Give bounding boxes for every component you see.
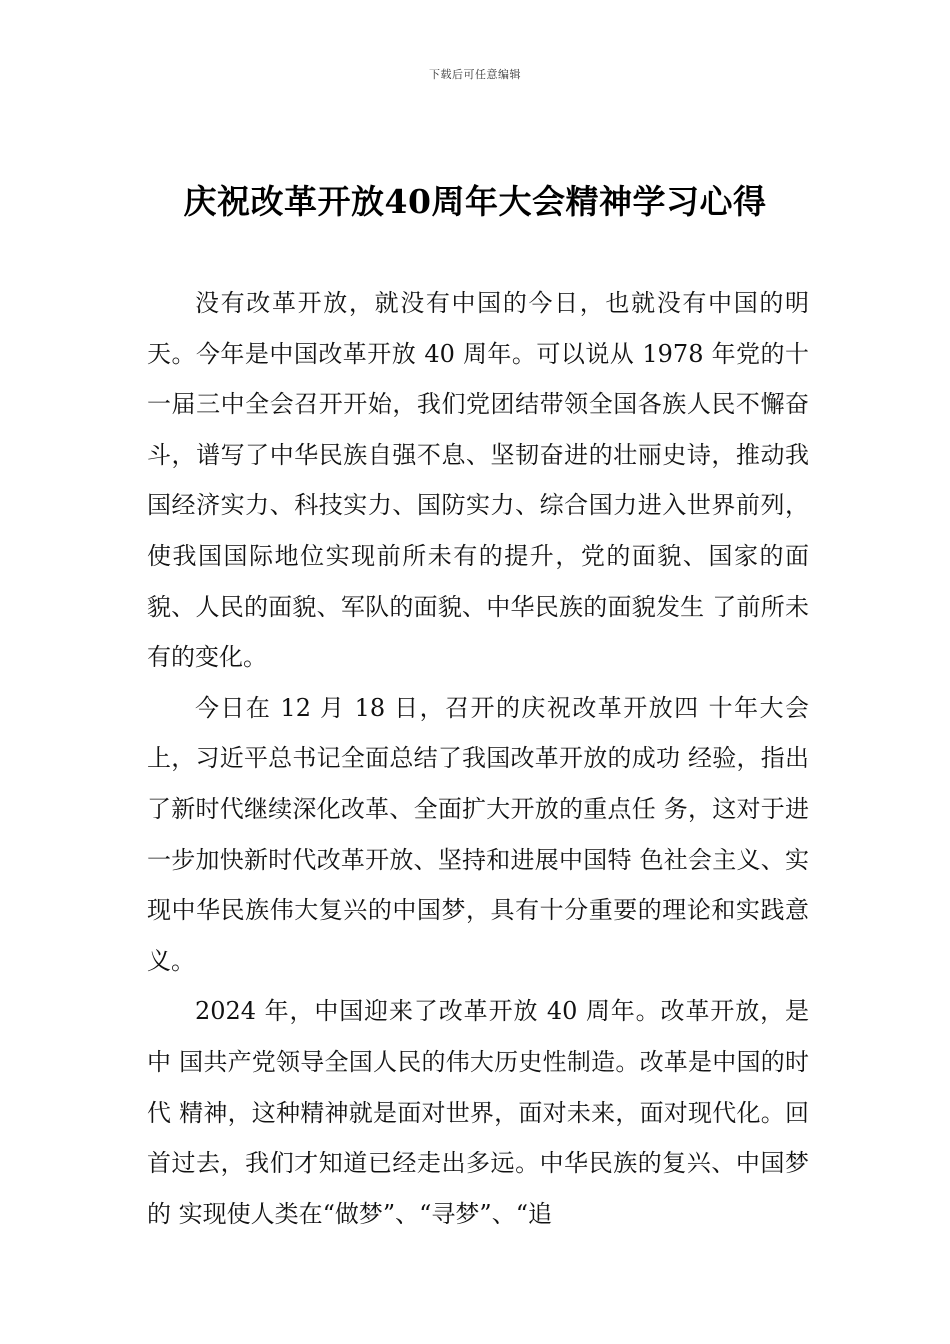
- document-body: [147, 278, 809, 1239]
- paragraph-3: 2024 年，中国迎来了改革开放 40 周年。改革开放，是中 国共产党领导全国人民的伟大历史性制造。改革是中国的时代 精神，这种精神就是面对世界，面对未来，面对现代化。回首过去，我们才知道已经走出多远。中华民族的复兴、中国梦的 实现使人类在“做梦”、“寻梦”、“追: [147, 997, 809, 1228]
- header-note: 下载后可任意编辑: [429, 68, 521, 81]
- document-title: 庆祝改革开放40周年大会精神学习心得: [183, 182, 767, 221]
- paragraph-2: 今日在 12 月 18 日，召开的庆祝改革开放四 十年大会上，习近平总书记全面总结了我国改革开放的成功 经验，指出了新时代继续深化改革、全面扩大开放的重点任 务，这对于进一步加快新时代改革开放、坚持和进展中国特 色社会主义、实现中华民族伟大复兴的中国梦，具有十分重要的理论和实践意义。: [147, 693, 809, 975]
- paragraph-1: 没有改革开放，就没有中国的今日，也就没有中国的明天。今年是中国改革开放 40 周年。可以说从 1978 年党的十 一届三中全会召开开始，我们党团结带领全国各族人民不懈奋斗，谱写了中华民族自强不息、坚韧奋进的壮丽史诗，推动我国经济实力、科技实力、国防实力、综合国力进入世界前列，使我国国际地位实现前所未有的提升，党的面貌、国家的面貌、人民的面貌、军队的面貌、中华民族的面貌发生 了前所未有的变化。: [147, 289, 809, 672]
